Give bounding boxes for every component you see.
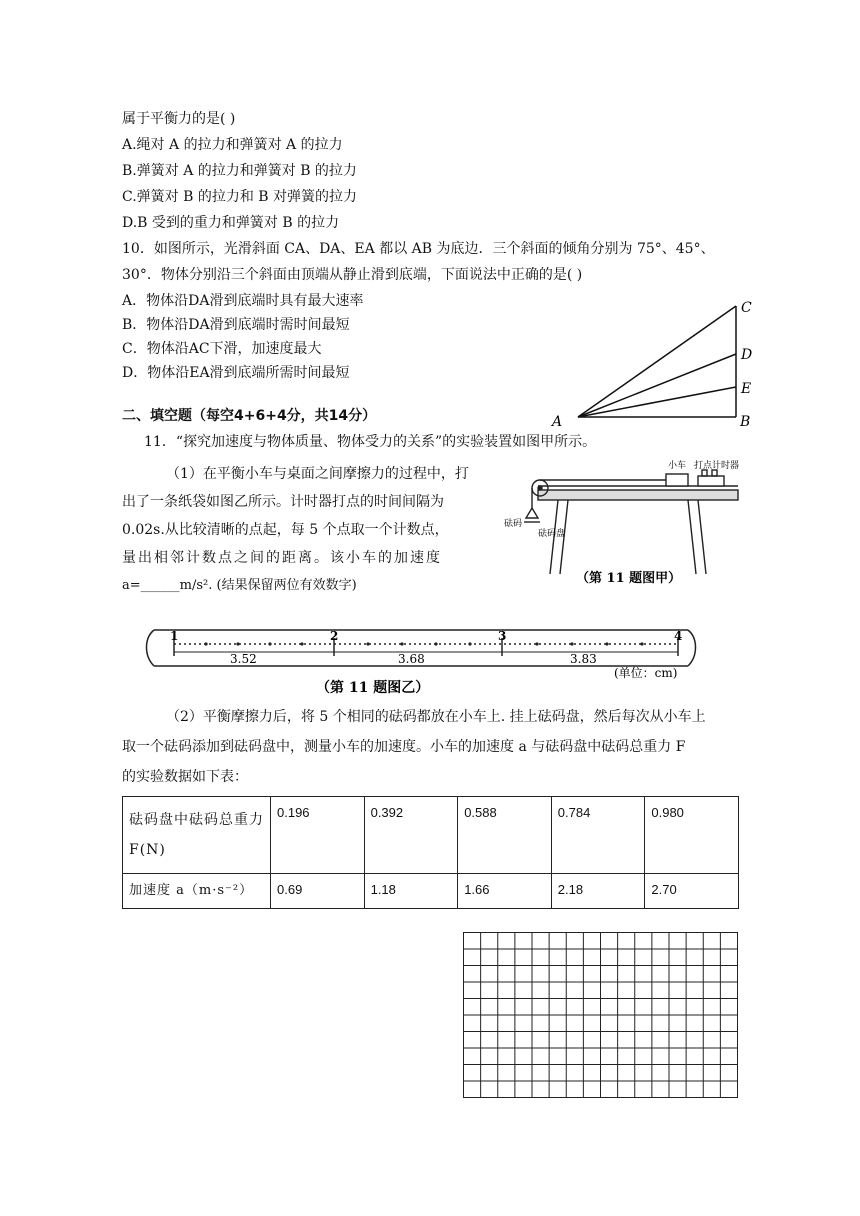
- label-b: B: [740, 414, 751, 430]
- q11-part1-line1: （1）在平衡小车与桌面之间摩擦力的过程中，打: [166, 466, 469, 482]
- table-cell: 0.980: [645, 797, 739, 874]
- figure-jia: [498, 456, 748, 592]
- label-c: C: [741, 300, 752, 316]
- table-cell: 2.70: [645, 874, 739, 909]
- q9-option-a: A.绳对 A 的拉力和弹簧对 A 的拉力: [122, 137, 343, 153]
- q11-part1: [122, 460, 469, 600]
- label-e: E: [741, 381, 752, 397]
- tape-point-3: 3: [498, 629, 507, 643]
- label-a: A: [552, 414, 563, 430]
- q11-part2: [122, 702, 706, 792]
- q10-option-a: A．物体沿DA滑到底端时具有最大速率: [122, 293, 364, 309]
- q9-option-b: B.弹簧对 A 的拉力和弹簧对 B 的拉力: [122, 163, 357, 179]
- tape-distance-2: 3.68: [398, 652, 425, 666]
- plotting-grid: [463, 932, 738, 1098]
- table-cell: 1.18: [364, 874, 458, 909]
- tape-point-1: 1: [170, 629, 179, 643]
- car-label: 小车: [668, 461, 687, 471]
- q11-part1-line4: 量出相邻计数点之间的距离。该小车的加速度: [122, 550, 442, 566]
- row1-label: 砝码盘中砝码总重力 F(N): [123, 797, 271, 874]
- incline-figure: [540, 296, 770, 430]
- tape-distance-3: 3.83: [570, 652, 597, 666]
- tape-distance-1: 3.52: [230, 652, 257, 666]
- figure-yi: [140, 626, 710, 698]
- table-cell: 0.784: [551, 797, 645, 874]
- table-cell: 0.196: [271, 797, 365, 874]
- caption-yi: （第 11 题图乙）: [316, 680, 430, 696]
- q9-option-c: C.弹簧对 B 的拉力和 B 对弹簧的拉力: [122, 189, 358, 205]
- caption-jia: （第 11 题图甲）: [576, 571, 682, 586]
- table-cell: 2.18: [551, 874, 645, 909]
- q10-option-c: C．物体沿AC下滑，加速度最大: [122, 341, 322, 357]
- q11-part1-line3: 0.02s.从比较清晰的点起，每 5 个点取一个计数点，: [122, 522, 449, 538]
- tape-point-2: 2: [330, 629, 339, 643]
- q11-part2-line3: 的实验数据如下表：: [122, 769, 248, 785]
- pan-label: 砝码盘: [538, 529, 566, 539]
- section-title: 二、填空题（每空4+6+4分，共14分）: [122, 408, 377, 424]
- table-cell: 1.66: [458, 874, 552, 909]
- row2-label: 加速度 a（m·s⁻²）: [123, 874, 271, 909]
- q10-stem-line2: 30°．物体分别沿三个斜面由顶端从静止滑到底端，下面说法中正确的是( ): [122, 267, 583, 283]
- weight-label: 砝码: [504, 519, 523, 529]
- q10-stem-line1: 10．如图所示，光滑斜面 CA、DA、EA 都以 AB 为底边．三个斜面的倾角分别为 75°、45°、: [122, 241, 715, 257]
- q9-stem: 属于平衡力的是( ): [122, 111, 236, 127]
- table-cell: 0.392: [364, 797, 458, 874]
- timer-label: 打点计时器: [694, 461, 740, 471]
- tape-point-4: 4: [674, 629, 683, 643]
- q9-option-d: D.B 受到的重力和弹簧对 B 的拉力: [122, 215, 340, 231]
- table-row: [123, 874, 739, 909]
- label-d: D: [741, 347, 753, 363]
- table-cell: 0.69: [271, 874, 365, 909]
- q11-part1-line2: 出了一条纸袋如图乙所示。计时器打点的时间间隔为: [122, 494, 444, 510]
- q11-part1-answer: a=______m/s². (结果保留两位有效数字): [122, 578, 357, 593]
- q11-part2-line2: 取一个砝码添加到砝码盘中，测量小车的加速度。小车的加速度 a 与砝码盘中砝码总重力 F: [122, 739, 686, 755]
- table-row: [123, 797, 739, 874]
- q10-option-b: B．物体沿DA滑到底端时需时间最短: [122, 317, 350, 333]
- table-cell: 0.588: [458, 797, 552, 874]
- tape-unit: (单位：cm): [614, 666, 678, 680]
- q11-part2-line1: （2）平衡摩擦力后，将 5 个相同的砝码都放在小车上. 挂上砝码盘，然后每次从小车上: [166, 709, 706, 725]
- data-table: [122, 796, 739, 909]
- q11-intro: 11．“探究加速度与物体质量、物体受力的关系”的实验装置如图甲所示。: [144, 434, 597, 450]
- q10-option-d: D．物体沿EA滑到底端所需时间最短: [122, 365, 350, 381]
